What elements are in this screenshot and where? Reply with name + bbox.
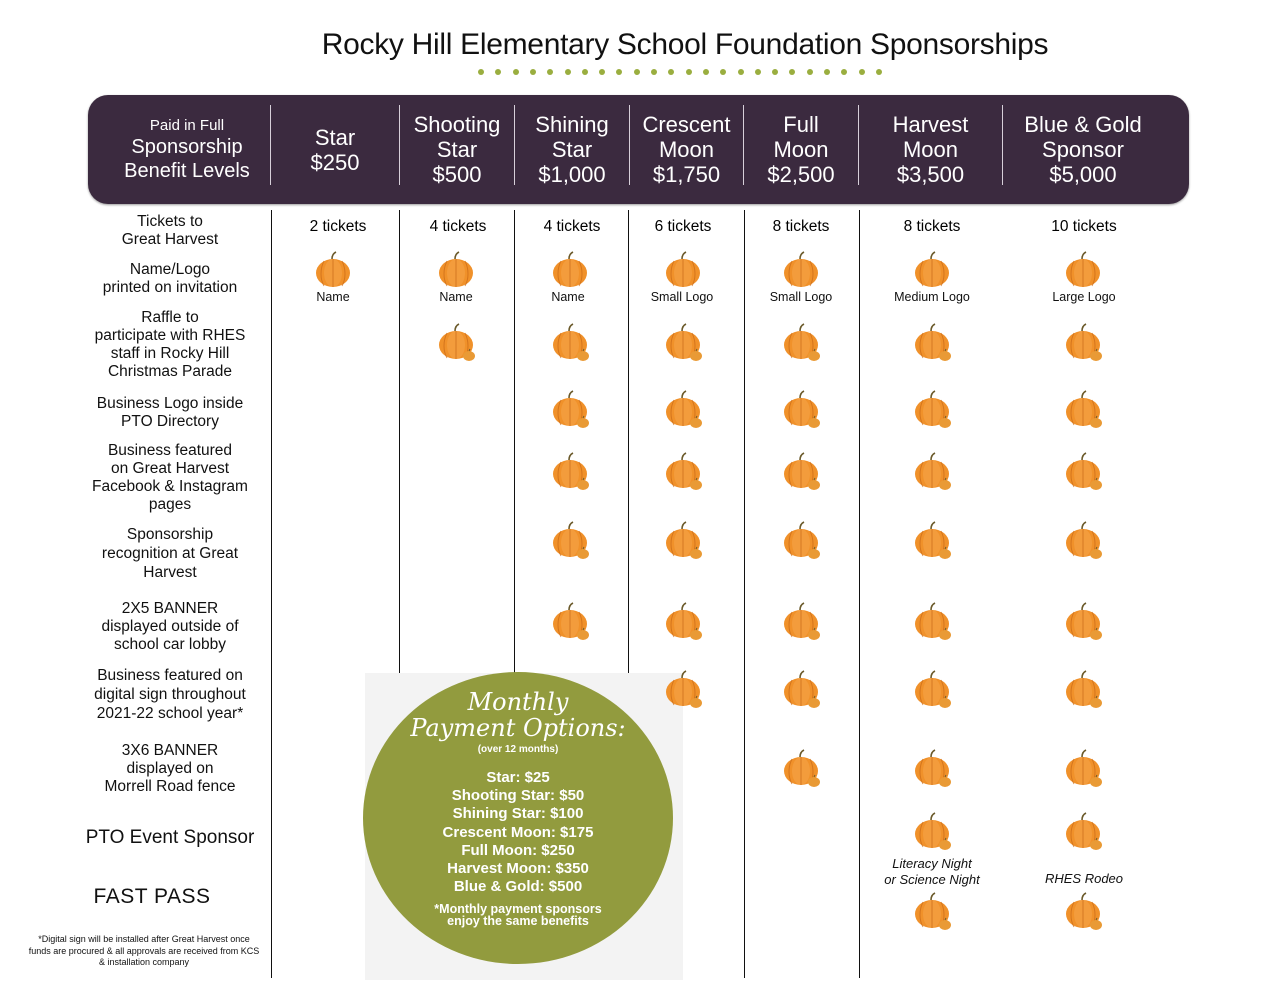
column-divider [744,210,745,978]
divider-dot [651,69,657,75]
pumpkin-icon [663,602,703,642]
divider-dot [547,69,553,75]
pumpkin-icon [912,892,952,932]
pumpkin-icon [781,670,821,710]
tier-star [271,95,399,204]
pumpkin-icon [912,749,952,789]
divider-dot [668,69,674,75]
tier-blue-gold [1003,95,1163,204]
divider-dot [755,69,761,75]
pumpkin-icon [781,390,821,430]
pumpkin-icon [781,602,821,642]
pumpkin-icon [550,452,590,492]
divider-dot [530,69,536,75]
row-label-pto-event: PTO Event Sponsor [85,827,255,848]
pumpkin-icon [912,521,952,561]
pumpkin-icon [663,670,703,710]
tier-price: $500 [432,162,482,187]
caption-full-moon: Small Logo [769,290,833,304]
pumpkin-icon [781,749,821,789]
monthly-note: *Monthly payment sponsors enjoy the same benefits [434,902,602,928]
pumpkin-icon [550,323,590,363]
monthly-option: Harvest Moon: $350 [447,860,589,878]
tier-price: $2,500 [767,162,835,187]
divider-dot [841,69,847,75]
tickets-star: 2 tickets [309,218,367,235]
row-label-fast-pass: FAST PASS [93,885,211,908]
tier-price: $3,500 [896,162,965,187]
pumpkin-icon [313,251,353,291]
pumpkin-icon [663,251,703,291]
pumpkin-icon [1063,251,1103,291]
caption-crescent-moon: Small Logo [650,290,714,304]
tier-shooting-star [400,95,514,204]
benefit-levels-heading [88,95,286,204]
row-label-3x6-banner: 3X6 BANNER displayed on Morrell Road fence [104,742,236,795]
pumpkin-icon [1063,602,1103,642]
pumpkin-icon [1063,390,1103,430]
tier-price: $250 [310,149,360,175]
tier-price: $1,750 [652,162,721,187]
row-label-name-logo: Name/Logo printed on invitation [102,261,238,296]
tier-name: Shooting Star [413,112,501,162]
pumpkin-icon [781,521,821,561]
tier-price: $1,000 [538,162,606,187]
pumpkin-icon [1063,812,1103,852]
divider-dot [616,69,622,75]
divider-dot [513,69,519,75]
tier-full-moon [744,95,858,204]
tier-name: Shining Star [535,112,609,162]
monthly-payment-circle [363,672,673,964]
pumpkin-icon [912,452,952,492]
tier-name: Star [314,124,356,150]
divider-dot [824,69,830,75]
pumpkin-icon [1063,452,1103,492]
pumpkin-icon [1063,323,1103,363]
divider-dot [720,69,726,75]
pumpkin-icon [436,251,476,291]
pumpkin-icon [663,521,703,561]
row-label-tickets: Tickets to Great Harvest [121,213,219,248]
pumpkin-icon [1063,892,1103,932]
column-divider [859,210,860,978]
caption-pto-blue-gold: RHES Rodeo [1044,871,1124,886]
monthly-option: Full Moon: $250 [461,841,575,859]
pumpkin-icon [550,251,590,291]
divider-dot [478,69,484,75]
divider-dot [738,69,744,75]
caption-blue-gold: Large Logo [1052,290,1116,304]
pumpkin-icon [912,251,952,291]
pumpkin-icon [663,323,703,363]
divider-dot [582,69,588,75]
monthly-option: Star: $25 [486,769,550,786]
caption-pto-harvest: Literacy Night or Science Night [884,856,980,887]
tier-shining-star [515,95,629,204]
tickets-shooting-star: 4 tickets [429,218,487,235]
tier-name: Blue & Gold Sponsor [1024,112,1142,162]
caption-harvest-moon: Medium Logo [894,290,970,304]
tickets-full-moon: 8 tickets [772,218,830,235]
monthly-title-2: Payment Options: [410,714,626,742]
pumpkin-icon [781,323,821,363]
monthly-option: Blue & Gold: $500 [453,878,583,896]
pumpkin-icon [1063,521,1103,561]
pumpkin-icon [912,602,952,642]
row-label-recognition: Sponsorship recognition at Great Harvest [101,526,239,581]
pumpkin-icon [781,251,821,291]
tier-name: Harvest Moon [892,112,969,162]
pumpkin-icon [663,452,703,492]
monthly-option: Crescent Moon: $175 [442,823,594,841]
divider-dot [686,69,692,75]
monthly-subtitle: (over 12 months) [477,744,559,755]
row-label-social: Business featured on Great Harvest Facebook & Instagram pages [92,442,248,513]
pumpkin-icon [1063,670,1103,710]
tier-price: $5,000 [1049,162,1117,187]
tickets-crescent-moon: 6 tickets [654,218,712,235]
tier-crescent-moon [630,95,743,204]
page-title: Rocky Hill Elementary School Foundation Sponsorships [321,28,1049,61]
monthly-title-1: Monthly [467,688,569,716]
divider-dot [772,69,778,75]
row-label-raffle: Raffle to participate with RHES staff in Rocky Hill Christmas Parade [94,309,246,380]
pumpkin-icon [781,452,821,492]
caption-shooting-star: Name [439,290,473,304]
divider-dot [789,69,795,75]
footnote: *Digital sign will be installed after Great Harvest once funds are procured & all approvals are received from KCS & installation company [28,934,260,967]
caption-shining-star: Name [551,290,585,304]
divider-dot [565,69,571,75]
divider-dot [703,69,709,75]
row-label-pto-directory: Business Logo inside PTO Directory [96,395,244,430]
pumpkin-icon [550,390,590,430]
tickets-harvest-moon: 8 tickets [903,218,961,235]
monthly-options [363,769,673,896]
paid-in-full-label: Paid in Full [149,116,225,134]
divider-dot [599,69,605,75]
column-divider [271,210,272,978]
divider-dot [876,69,882,75]
divider-dot [859,69,865,75]
monthly-option: Shooting Star: $50 [451,787,585,805]
tier-name: Full Moon [773,112,829,162]
pumpkin-icon [912,670,952,710]
pumpkin-icon [550,521,590,561]
pumpkin-icon [912,390,952,430]
caption-star: Name [316,290,350,304]
levels-label: Sponsorship Benefit Levels [124,135,250,182]
pumpkin-icon [550,602,590,642]
pumpkin-icon [663,390,703,430]
tickets-blue-gold: 10 tickets [1051,218,1117,235]
tier-name: Crescent Moon [642,112,731,162]
row-label-digital-sign: Business featured on digital sign throughout 2021-22 school year* [94,667,246,722]
pumpkin-icon [436,323,476,363]
row-label-2x5-banner: 2X5 BANNER displayed outside of school car lobby [101,600,239,653]
tier-harvest-moon [859,95,1002,204]
monthly-option: Shining Star: $100 [452,805,584,823]
tickets-shining-star: 4 tickets [543,218,601,235]
pumpkin-icon [912,323,952,363]
divider-dot [495,69,501,75]
pumpkin-icon [912,812,952,852]
pumpkin-icon [1063,749,1103,789]
divider-dot [634,69,640,75]
divider-dot [807,69,813,75]
tier-header-band [88,95,1189,204]
